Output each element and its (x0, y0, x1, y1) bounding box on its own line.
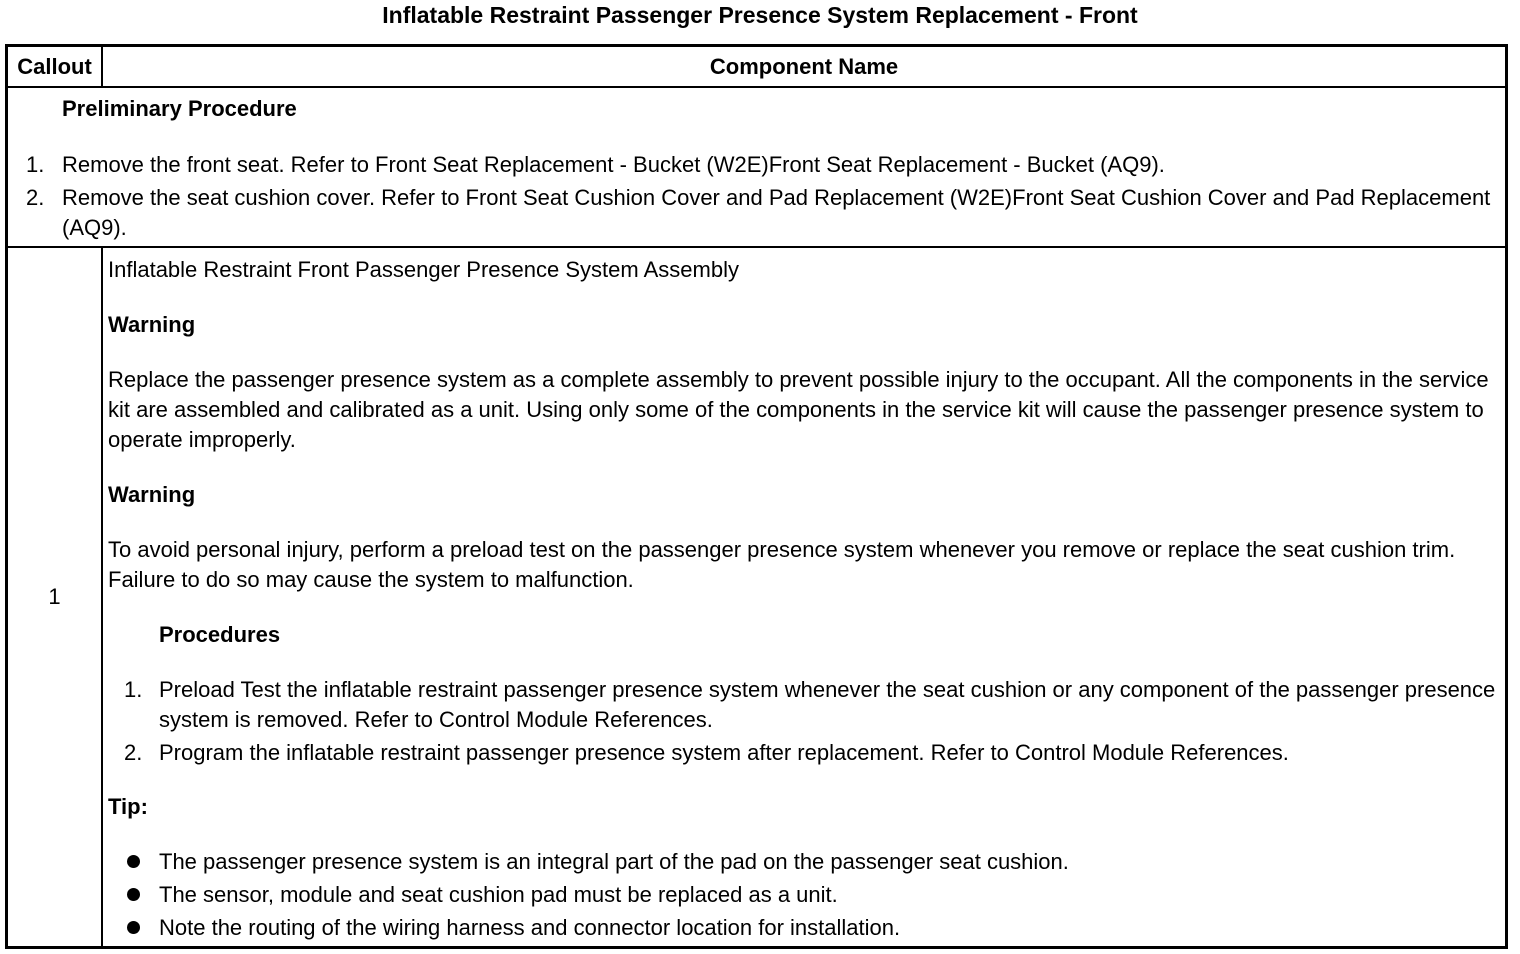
warning-label: Warning (108, 312, 196, 337)
callout-number: 1 (8, 248, 103, 946)
step-number: 1. (124, 677, 143, 702)
list-item (8, 183, 1498, 243)
warning-label: Warning (108, 482, 196, 507)
step-text: Preload Test the inflatable restraint passenger presence system whenever the seat cushion or any component of the passenger presence system is removed. Refer to Control Module References. (159, 677, 1496, 732)
warning-text: Replace the passenger presence system as a complete assembly to prevent possible injury to the occupant. All the components in the service kit are assembled and calibrated as a unit. Using only some of the components in the service kit will cause the passenger presence system to operate improperly. (108, 367, 1489, 452)
list-item (8, 150, 1498, 180)
table-row (8, 248, 1505, 946)
bullet-icon (127, 921, 140, 934)
preliminary-steps (8, 150, 1498, 246)
component-cell (108, 248, 1503, 946)
preliminary-heading: Preliminary Procedure (62, 96, 297, 121)
step-text: Program the inflatable restraint passenger presence system after replacement. Refer to Control Module References. (159, 740, 1289, 765)
bullet-text: The sensor, module and seat cushion pad must be replaced as a unit. (159, 882, 838, 907)
bullet-icon (127, 888, 140, 901)
procedures-heading: Procedures (159, 622, 281, 647)
tip-label: Tip: (108, 794, 148, 819)
list-item (108, 913, 1500, 943)
step-number: 1. (26, 152, 45, 177)
step-text: Remove the front seat. Refer to Front Seat Replacement - Bucket (W2E)Front Seat Replacement - Bucket (AQ9). (62, 152, 1165, 177)
tip-bullets (108, 847, 1500, 946)
step-number: 2. (26, 185, 45, 210)
list-item (108, 880, 1500, 910)
header-component-name: Component Name (709, 54, 899, 79)
step-text: Remove the seat cushion cover. Refer to Front Seat Cushion Cover and Pad Replacement (W2E)Front Seat Cushion Cover and Pad Replacement (AQ9). (62, 185, 1491, 240)
procedure-table (5, 44, 1508, 949)
warning-text: To avoid personal injury, perform a preload test on the passenger presence system whenever you remove or replace the seat cushion trim. Failure to do so may cause the system to malfunction. (108, 537, 1456, 592)
step-number: 2. (124, 740, 143, 765)
list-item (108, 847, 1500, 877)
bullet-text: Note the routing of the wiring harness and connector location for installation. (159, 915, 901, 940)
procedures-steps (108, 675, 1500, 771)
preliminary-procedure-row (8, 88, 1505, 248)
list-item (108, 675, 1500, 735)
page-title: Inflatable Restraint Passenger Presence System Replacement - Front (382, 2, 1138, 28)
component-name: Inflatable Restraint Front Passenger Presence System Assembly (108, 257, 739, 282)
list-item (108, 738, 1500, 768)
bullet-text: The passenger presence system is an integral part of the pad on the passenger seat cushion. (159, 849, 1069, 874)
bullet-icon (127, 855, 140, 868)
header-callout: Callout (8, 47, 103, 86)
table-header-row (8, 47, 1505, 88)
